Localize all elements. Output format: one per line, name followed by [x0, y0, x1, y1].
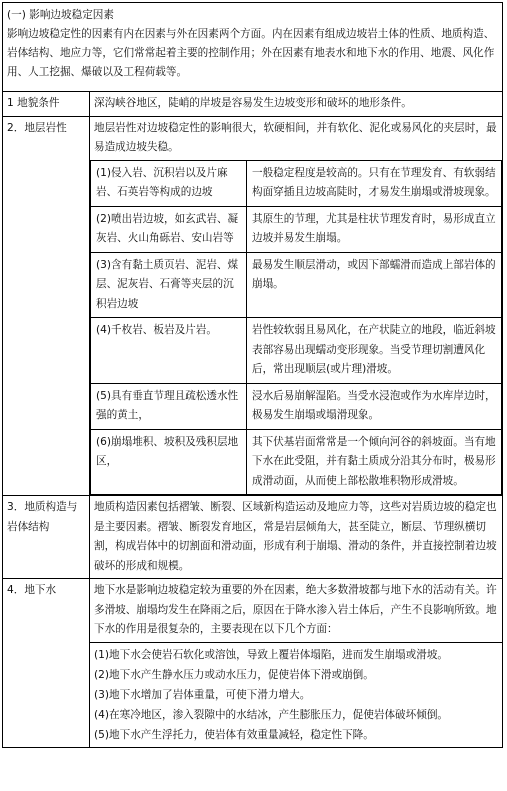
sub-left: (6)崩塌堆积、坡积及残积层地区，	[91, 429, 247, 495]
table-row	[91, 252, 502, 318]
groundwater-cell	[90, 579, 503, 748]
row-label-landform: 1 地貌条件	[3, 92, 90, 117]
list-item: (1)地下水会使岩石软化或溶蚀，导致上覆岩体塌陷，进而发生崩塌或滑坡。	[94, 648, 449, 661]
table-row	[3, 116, 503, 496]
sub-right: 岩性较软弱且易风化，在产状陡立的地段，临近斜坡表部容易出现蠕动变形现象。当受节理切割遭风化后，常出现顺层(或片理)滑坡。	[247, 318, 502, 384]
list-item: (5)地下水产生浮托力，使岩体有效重量减轻，稳定性下降。	[94, 728, 374, 741]
sub-right: 浸水后易崩解湿陷。当受水浸泡或作为水库岸边时，极易发生崩塌或塌滑现象。	[247, 383, 502, 429]
row-text-structure: 地质构造因素包括褶皱、断裂、区域新构造运动及地应力等，这些对岩质边坡的稳定也是主要因素。褶皱、断裂发育地区，常是岩层倾角大，甚至陡立，断层、节理纵横切割，构成岩体中的切割面和滑动面，形成有利于崩塌、滑动的条件，并直接控制着边坡破坏的形成和规模。	[90, 496, 503, 579]
row-label-lithology: 2．地层岩性	[3, 116, 90, 496]
sub-left: (2)喷出岩边坡，如玄武岩、凝灰岩、火山角砾岩、安山岩等	[91, 206, 247, 252]
sub-right: 最易发生顺层滑动，或因下部蠕滑而造成上部岩体的崩塌。	[247, 252, 502, 318]
table-row	[91, 160, 502, 206]
table-row	[3, 579, 503, 748]
sub-right: 其下伏基岩面常常是一个倾向河谷的斜坡面。当有地下水在此受阻，并有黏土质成分沿其分布时，极易形成滑动面，从而使上部松散堆积物形成滑坡。	[247, 429, 502, 495]
table-row	[91, 429, 502, 495]
table-row	[91, 383, 502, 429]
sub-right: 其原生的节理，尤其是柱状节理发育时，易形成直立边坡并易发生崩塌。	[247, 206, 502, 252]
sub-left: (4)千枚岩、板岩及片岩。	[91, 318, 247, 384]
table-row	[91, 206, 502, 252]
sub-left: (1)侵入岩、沉积岩以及片麻岩、石英岩等构成的边坡	[91, 160, 247, 206]
list-item: (2)地下水产生静水压力或动水压力，促使岩体下滑或崩倒。	[94, 668, 374, 681]
row-label-groundwater: 4．地下水	[3, 579, 90, 748]
intro-paragraph: 影响边坡稳定性的因素有内在因素与外在因素两个方面。内在因素有组成边坡岩土体的性质、地质构造、岩体结构、地应力等，它们常常起着主要的控制作用；外在因素有地表水和地下水的作用、地震、风化作用、人工挖掘、爆破以及工程荷载等。	[7, 28, 495, 78]
intro-box	[2, 2, 503, 92]
sub-left: (3)含有黏土质页岩、泥岩、煤层、泥灰岩、石膏等夹层的沉积岩边坡	[91, 252, 247, 318]
row-label-structure: 3．地质构造与岩体结构	[3, 496, 90, 579]
lithology-cell	[90, 116, 503, 496]
row-text-landform: 深沟峡谷地区，陡峭的岸坡是容易发生边坡变形和破坏的地形条件。	[90, 92, 503, 117]
table-row	[91, 318, 502, 384]
table-row	[3, 496, 503, 579]
list-item: (3)地下水增加了岩体重量，可使下滑力增大。	[94, 688, 311, 701]
lithology-subtable	[90, 160, 502, 496]
list-item: (4)在寒冷地区，渗入裂隙中的水结冰，产生膨胀压力，促使岩体破坏倾倒。	[94, 708, 449, 721]
row-text-lithology: 地层岩性对边坡稳定性的影响很大，软硬相间，并有软化、泥化或易风化的夹层时，最易造成边坡失稳。	[94, 121, 497, 153]
groundwater-list	[90, 643, 502, 747]
row-text-groundwater: 地下水是影响边坡稳定较为重要的外在因素，绝大多数滑坡都与地下水的活动有关。许多滑坡、崩塌均发生在降雨之后，原因在于降水渗入岩土体后，产生不良影响所致。地下水的作用是很复杂的，主要表现在以下几个方面：	[90, 579, 502, 643]
sub-right: 一般稳定程度是较高的。只有在节理发育、有软弱结构面穿插且边坡高陡时，才易发生崩塌或滑坡现象。	[247, 160, 502, 206]
sub-left: (5)具有垂直节理且疏松透水性强的黄土，	[91, 383, 247, 429]
factors-table	[2, 91, 503, 748]
section-title: (一) 影响边坡稳定因素	[7, 9, 114, 21]
table-row	[3, 92, 503, 117]
